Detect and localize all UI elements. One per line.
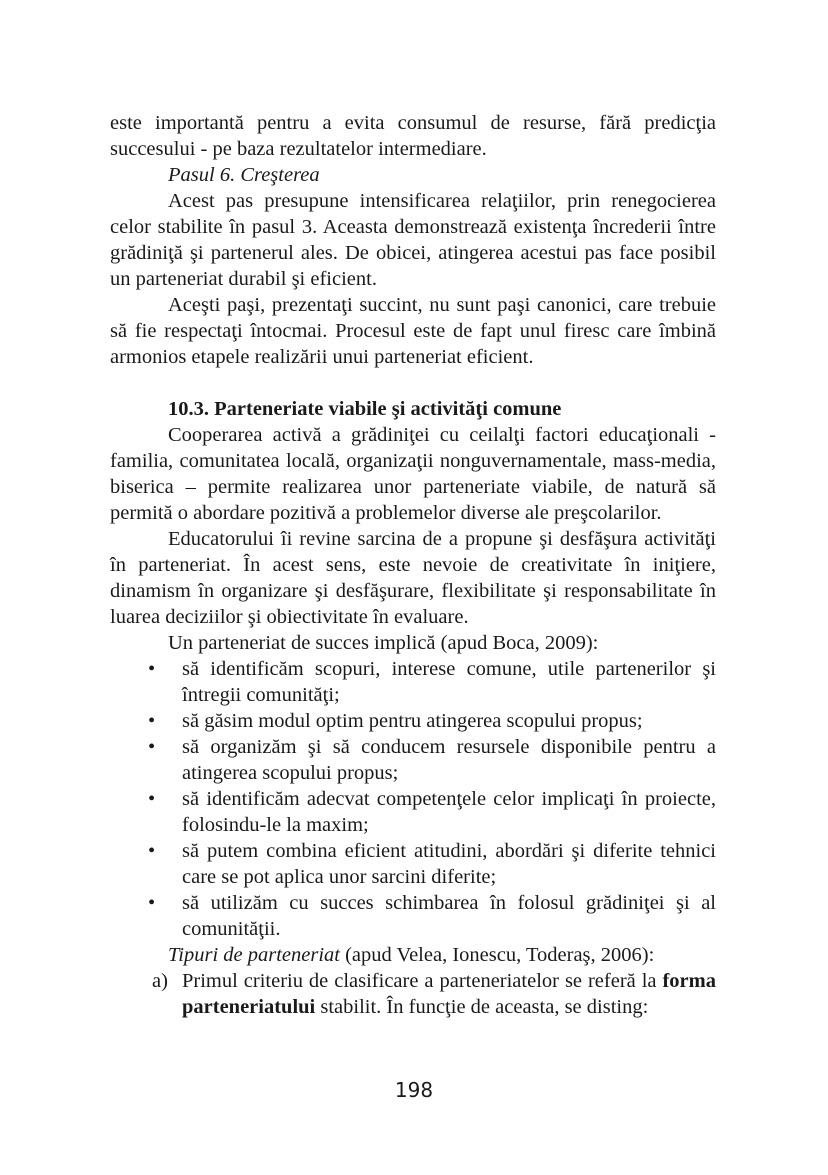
- page-number: 198: [394, 1078, 434, 1102]
- success-conditions-list: [110, 656, 716, 942]
- paragraph-steps-summary: Aceşti paşi, prezentaţi succint, nu sunt paşi canonici, care trebuie să fie respectaţi întocmai. Procesul este de fapt unul firesc care îmbină armonios etapele realizării unui parteneriat eficient.: [110, 294, 716, 368]
- partnership-types-label: Tipuri de parteneriat: [168, 944, 340, 966]
- list-item-text: să organizăm şi să conducem resursele disponibile pentru a atingerea scopului propus;: [182, 736, 716, 784]
- list-item: [110, 708, 716, 734]
- bullet-icon: •: [148, 658, 156, 680]
- list-item: [110, 656, 716, 708]
- bullet-icon: •: [148, 840, 156, 862]
- criteria-text-before: Primul criteriu de clasificare a parteneriatelor se referă la: [182, 970, 663, 992]
- criteria-list: [110, 968, 716, 1020]
- bullet-icon: •: [148, 736, 156, 758]
- list-item-text: să identificăm scopuri, interese comune, utile partenerilor şi întregii comunităţi;: [182, 658, 716, 706]
- paragraph-cooperation: Cooperarea activă a grădiniţei cu ceilalţi factori educaţionali - familia, comunitatea locală, organizaţii nonguvernamentale, mass-media, biserica – permite realizarea unor parteneriate viabile, de natură să permită o abordare pozitivă a problemelor diverse ale preşcolarilor.: [110, 424, 716, 524]
- criteria-marker: a): [152, 970, 168, 992]
- paragraph-success-intro: Un parteneriat de succes implică (apud Boca, 2009):: [168, 632, 599, 654]
- paragraph-continuation: este importantă pentru a evita consumul de resurse, fără predicţia succesului - pe baza rezultatelor intermediare.: [110, 112, 716, 160]
- paragraph-step-6: Acest pas presupune intensificarea relaţiilor, prin renegocierea celor stabilite în pasul 3. Aceasta demonstrează existenţa încrederii între grădiniţă şi partenerul ales. De obicei, atingerea acestui pas face posibil un parteneriat durabil şi eficient.: [110, 190, 716, 290]
- list-item: [110, 890, 716, 942]
- list-item-text: să putem combina eficient atitudini, abordări şi diferite tehnici care se pot aplica unor sarcini diferite;: [182, 840, 716, 888]
- step-6-heading: Pasul 6. Creşterea: [168, 164, 320, 186]
- bullet-icon: •: [148, 892, 156, 914]
- bullet-icon: •: [148, 710, 156, 732]
- list-item-text: să identificăm adecvat competenţele celor implicaţi în proiecte, folosindu-le la maxim;: [182, 788, 716, 836]
- partnership-types-source: (apud Velea, Ionescu, Toderaş, 2006):: [339, 944, 655, 966]
- criteria-item: [110, 968, 716, 1020]
- list-item: [110, 786, 716, 838]
- list-item-text: să utilizăm cu succes schimbarea în folosul grădiniţei şi al comunităţii.: [182, 892, 716, 940]
- bullet-icon: •: [148, 788, 156, 810]
- list-item: [110, 734, 716, 786]
- criteria-text-after: stabilit. În funcţie de aceasta, se disting:: [315, 996, 649, 1018]
- partnership-types-intro: [110, 942, 716, 968]
- list-item-text: să găsim modul optim pentru atingerea scopului propus;: [182, 710, 643, 732]
- list-item: [110, 838, 716, 890]
- paragraph-educator-role: Educatorului îi revine sarcina de a propune şi desfăşura activităţi în parteneriat. În acest sens, este nevoie de creativitate în iniţiere, dinamism în organizare şi desfăşurare, flexibilitate şi responsabilitate în luarea deciziilor şi obiectivitate în evaluare.: [110, 528, 716, 628]
- page-content: [110, 110, 716, 1020]
- section-title: 10.3. Parteneriate viabile şi activităţi comune: [168, 398, 562, 420]
- criteria-bold-term: forma parteneriatului: [182, 970, 716, 1018]
